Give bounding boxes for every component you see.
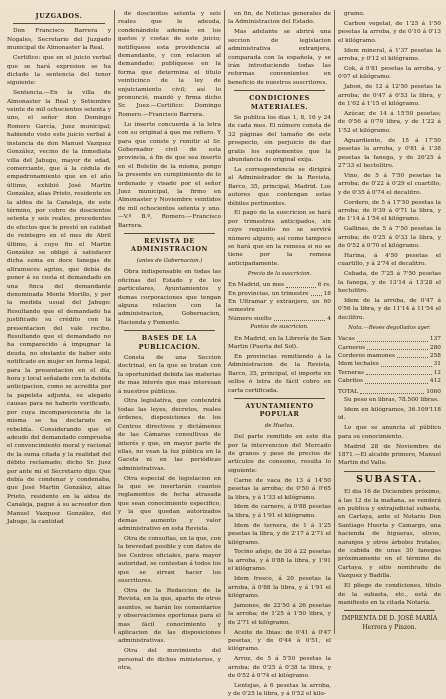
paragraph: Otra de la Redaccion de la Revista, en la que, aparte de otros asuntos, se harán los comentarios y observaciones oportunas para el mas fácil conocimiento y aplicacion de las disposiciones administrativas. xyxy=(118,587,221,645)
section-heading-juzgados: JUZGADOS. xyxy=(35,12,83,20)
divider xyxy=(124,233,215,234)
tally-total-label: TOTAL xyxy=(338,388,359,395)
note-heading: Nota.—Reses degolladas ayer. xyxy=(348,324,431,331)
paragraph: Lo inserto concuerda á la letra con su original á que me refiero. Y para que conste y remitir al Sr. Gobernador civil de esta provincia, á fin de que sea inserto en el Boletín de la misma, pongo la presente en cumplimiento de lo ordenado y visado por el señor Juez municipal, la firmo en Almonaster y Noviembre veintidos de mil ochocientos setenta y uno.—V.º B.º, Romero.—Francisco Barrera. xyxy=(118,121,221,229)
tally-value: 258 xyxy=(429,352,441,359)
paragraph: Gallinas, de 5 á 7'50 pesetas la arroba; de 0'25 á 0'33 la libra, y de 0'52 á 0'70 el kilógramo. xyxy=(338,226,441,250)
paragraph: Aguardiente, de 15 á 17'50 pesetas la arroba, y 0'81 á 1'38 pesetas la fanega, y de 26'25 á 27'33 el hectolitro. xyxy=(338,137,441,169)
paragraph: Cordero, de 5 á 17'50 pesetas la arroba; de 0'39 á 0'71 la libra, y de 1'14 á 1'54 el kilógramo. xyxy=(338,199,441,223)
paragraph: Lo que se anuncia al público para su conocimiento. xyxy=(338,425,441,440)
paragraph: Carbon vegetal, de 1'25 á 1'50 pesetas la arroba, y de 0'10 á 0'13 el kilógramo. xyxy=(338,20,441,44)
price-value: 60 xyxy=(323,299,331,305)
price-value: 6 rs. xyxy=(317,282,331,289)
paragraph: El pliego de condiciones, título de la subasta, etc., está de manifiesto en la citada Notaría. xyxy=(338,583,441,606)
paragraph: El dia 16 de Diciembre próximo, á las 12 de la mañana, se venderá en publica y extrajudicial subasta, en Cartaya, ante el Notario Don Santiago Huerta y Camargo, una hacienda de higueras, olivos, naranjos y otros árboles frutales, de cabida de unas 30 fanegas próximamente en el término de Cartaya, y sitio nombrado de Vazquez y Badilla. xyxy=(338,489,441,580)
divider xyxy=(234,90,325,91)
column-1 xyxy=(4,10,114,634)
paragraph: Sentencia.—En la villa de Almonaster la Real y Setiembre veinte de mil ochocientos setenta y uno, el señor don Domingo Romero García, Juez municipal; habiendo visto este juicio verbal á instancia de don Manuel Vazquez González, vecino de la inmediata villa del Jabugo, mayor de edad, comerciante, que á la cédula de empadronamiento que en el año último, exhibió José Martin González, alias Prieto, residente en la aldea de la Canaleja, de este término, por cobro de doscientos setenta y seis reales, procedentes de efectos que le prestó en calidad de reintegro en el mes de Abril último, á cuyo fin el Martin González se obligó á satisfacer dicha suma en doce fanegas de altramuces agrios, que debía de poner á su costa el demandado en una finca del demandante denominada Monte Morillo, y por la medida usual del Jabugo: Resultando que el demandado ha justificado su crédito con la presentacion del vale recibo. Resultando que el demandado no ha comparecido á impugnar la deuda, no obstante de haber sido notificado en mujer en forma legal, para la presentacion en el día, hora y local señalado con la debida anticipacion, como se acredita por la papeleta adjunta, su alegado causas para no haberlo verificado, por cuya incomparecencia de la misma se ha declarado en rebeldía. Considerando que el adeudo del demandado comprueba el convencimiento moral y racional de la suma citada y la realidad del débito reclamado; dicho Sr. Juez por ante mí el Secretario dijo: Que debía de condenar y condenaba, que José Martin González, alias Prieto, residente en la aldea de Canaleja, pague á su acreedor don Manuel Vazquez González, del Jabugo, la cantidad xyxy=(7,90,111,525)
paragraph: Tocino añejo, de 20 á 22 pesetas la arroba, y á 0'88 la libra, y 1'91 el kilógramo. xyxy=(228,549,331,573)
section-subheading: de Huelva. xyxy=(264,422,295,429)
paragraph: Idem de la arroba, de 0'47 á 0'56 la libra, y de 11'14 á 11'54 el decilitro. xyxy=(338,298,441,321)
printer-imprint: IMPRENTA DE D. JOSÉ MARÍA Herrera y Pinzon. xyxy=(341,615,438,631)
paragraph: Cok, á 0'81 pesetas la arroba, y 0'07 el kilógramo. xyxy=(338,65,441,81)
tally-value: 412 xyxy=(429,378,441,385)
tally-label: Cabritos xyxy=(338,378,364,385)
paragraph: Aceite de Ibias: de 0'41 á 0'47 pesetas, y de 0'44 á 0'51, el kilógramo. xyxy=(228,629,331,653)
paragraph: Certifico: que en el juicio verbal que se hará expresion se ha dictado la sentencia del tenor siguiente: xyxy=(7,55,111,87)
paragraph: gramo. xyxy=(344,11,365,17)
paragraph: Don Francisco Barrera y Nogales, Secretario del Juzgado municipal de Almonaster la Real. xyxy=(7,28,111,52)
tally-label: Vacas xyxy=(338,336,355,343)
price-label: En provincias, un trimestre xyxy=(228,290,309,297)
tally-label: Carneros xyxy=(338,344,366,351)
paragraph: Otra de consultas, en la que, con la brevedad posible y con datos de los Centros oficiales, para mayor autoridad, se contestan á todos los que se sirvan hacer los suscritores. xyxy=(118,535,221,584)
column-3 xyxy=(224,10,334,698)
price-heading: Precio de la suscricion. xyxy=(247,270,312,277)
price-label: Número suelto xyxy=(228,315,272,322)
tally-label: Idem lechales xyxy=(338,361,379,368)
divider xyxy=(13,23,105,24)
paragraph: Obra indispensable en todas las oficinas del Estado y de los particulares, Ayuntamientos y demas corporaciones que tengan alguna relacion con la administracion, Gobernacion, Hacienda y Fomento. xyxy=(118,269,221,326)
tally-label: Corderos mamones xyxy=(338,352,395,359)
paragraph: Cebada, de 7'25 á 7'50 pesetas la fanega, y de 13'14 á 13'28 el hectolitro. xyxy=(338,271,441,295)
price-label: En Madrid, un mes xyxy=(228,282,285,289)
paragraph: Mas adelante se abrirá una seccion de legislacion administrativa extranjera, comparada con la española, y se irán introduciendo todas las reformas convenientes en beneficio de nuestros suscritores. xyxy=(228,29,331,86)
tally-row xyxy=(338,369,441,377)
paragraph: en fin, de Noticias generales de la Administracion del Estado. xyxy=(228,11,331,26)
paragraph: En provincias remitiendo á la Administracion de la Revista, Barco, 35, principal, el importe en sellos ó letra de fácil cobro en carta certificada. xyxy=(228,353,331,394)
paragraph: Jamones, de 22'50 á 26 pesetas la arroba; de 1'25 á 1'50 libra, y de 2'71 el kilógramo. xyxy=(228,602,331,626)
paragraph: Jabon, de 12 á 12'50 pesetas la arroba; de 0'47 á 0'53 la libra, y de 1'02 á 1'15 el kilógramo. xyxy=(338,84,441,108)
divider xyxy=(234,398,325,399)
paragraph: El pago de la suscricion se hará por trimestres anticipados, sin cuyo requisito no se servirá número alguno, así como tampoco se hará que en la remesa si no se tiene por la remesa anticipadamente. xyxy=(228,210,331,267)
price-label: En Ultramar y extranjero, un semestre xyxy=(228,299,320,314)
section-heading-condiciones: CONDICIONES MATERIALES. xyxy=(249,94,310,111)
paragraph: En Madrid, en la Librería de San Martin (Puerta del Sol). xyxy=(228,335,331,351)
paragraph: Azúcar, de 14 á 15'50 pesetas; de 0'56 á 0'70 libra, y de 1'22 á 1'52 el kilógramo. xyxy=(338,110,441,134)
paragraph: Idem fresco, á 20 pesetas la arroba, á 0'88 la libra, y á 1'91 el kilógramo. xyxy=(228,576,331,599)
paragraph: Vino, de 5 á 7'50 pesetas la arroba; de 0'22 á 0'29 el cuartillo, y de 0'35 á 0'74 el decalitro. xyxy=(338,172,441,196)
tally-total-row xyxy=(338,388,441,396)
paragraph: La correspondencia se dirigirá al Administrador de la Revista, Barco, 35, principal, Madrid. Los autores que contengan estas débiles pertinentes. xyxy=(228,166,331,207)
column-4 xyxy=(334,10,444,634)
column-2 xyxy=(114,10,224,672)
paragraph: Arroz, de 5 á 5'50 pesetas la arroba; de 0'25 á 0'38 la libra, y de 0'52 á 0'74 el kilógramo. xyxy=(228,656,331,680)
tally-total-value: 1060 xyxy=(426,388,441,395)
tally-row xyxy=(338,335,441,343)
price-value: 18 xyxy=(323,290,331,297)
paragraph: Carne de vaca de 13 á 14'50 pesetas la arroba; de 0'50 á 0'65 la libra, y á 1'33 el kilógramo. xyxy=(228,477,331,501)
paragraph: Otra del movimiento del personal de dichos ministerios, y otra, xyxy=(118,648,221,672)
section-heading-revista: REVISTA DE ADMINISTRACION xyxy=(131,237,208,254)
section-heading-subasta: SUBASTA. xyxy=(356,473,423,485)
divider xyxy=(344,471,435,472)
price-value: 4 xyxy=(327,315,331,322)
paragraph: Del parte remitido en este dia por la intervencion del Mercado de granos y peso de precios de artículos de consumo, resulta lo siguiente: xyxy=(228,434,331,474)
tally-value: 31 xyxy=(433,361,441,368)
divider xyxy=(124,330,215,331)
tally-value: 12 xyxy=(433,369,441,376)
paragraph: Harina, á 4'50 pesetas el cuartillo, y á 2'74 el decalitro. xyxy=(338,252,441,268)
tally-row xyxy=(338,360,441,368)
tally-row xyxy=(338,377,441,385)
paragraph: Idem de ternera, de 1 á 1'25 pesetas la libra, y de 2'17 á 2'71 el kilógramo. xyxy=(228,522,331,546)
price-row xyxy=(228,290,331,298)
section-subheading: (antes de Gobernacion.) xyxy=(136,257,203,264)
section-heading-bases: BASES DE LA PUBLICACION. xyxy=(138,334,201,351)
points-heading: Puntos de suscricion. xyxy=(250,324,309,331)
tally-label: Terneras xyxy=(338,369,364,376)
paragraph: Otra legislativa, que contendrá todas las leyes, decretos, reales órdenes, disposiciones de los Centros directivos y dictámenes de las Cámaras consultivas de interés y que, en mayor parte de ellas, no vean la luz pública en la Gaceta ni en las periódicas administrativas. xyxy=(118,398,221,472)
paragraph: Otra especial de legislacion en la que se insertarán cuantos reglamentos de fecha atrasada que sean conocimiento especifico, y la que quedan autorizados demas aumento y valor administrativo en esta Revista. xyxy=(118,475,221,533)
price-row xyxy=(228,281,331,289)
paragraph: Idem mineral, á 1'37 pesetas la arroba, y 0'12 el kilógramo. xyxy=(338,47,441,63)
price-row xyxy=(228,315,331,323)
tally-value: 280 xyxy=(429,344,441,351)
paragraph: Lentejas, á 6 pesetas la arroba, y de 0'25 la libra, y á 0'52 el kilo- xyxy=(228,683,331,698)
paragraph: Idem en kilógramos, 36.109'118 id. xyxy=(338,406,441,422)
paragraph: Consta de una Seccion doctrinal, en la que se tratan con la oportunidad debida las materias de mas interés que mas interesan á nuestros públicos. xyxy=(118,354,221,395)
tally-value: 137 xyxy=(429,336,441,343)
paragraph: Idem de carnero, á 0'88 pesetas la libra, y á 1'91 el kilógramo. xyxy=(228,504,331,519)
section-heading-ayuntamiento: AYUNTAMIENTO POPULAR xyxy=(245,401,314,419)
price-row xyxy=(228,298,331,315)
paragraph: Madrid 28 de Noviembre de 1871.—El alcalde primero, Manuel Martin del Valle. xyxy=(338,443,441,467)
tally-row xyxy=(338,344,441,352)
paragraph: Su peso en libras, 78.500 libras. xyxy=(344,396,439,403)
paragraph: Se publica los dias 1, 8, 16 y 24 de cada mes. El número consta de 32 páginas del tamaño de este prospecto, sin perjuicio de dar gratis los suplementos que la abundancia de original exija. xyxy=(228,114,331,163)
divider xyxy=(344,610,435,611)
paragraph: de doscientos setenta y seis reales que le adeuda, condenándole además en los gastos y costas de este juicio; notifíquese esta providencia al demandante, y con relacion al demandado; publíquese en la forma que determina el título veinticinco de la ley de enjuiciamiento civil; así lo pronunció, mandó y firma dicho Sr. Juez.—Certifico: Domingo Romero.—Francisco Barrera. xyxy=(118,11,221,118)
tally-row xyxy=(338,352,441,360)
